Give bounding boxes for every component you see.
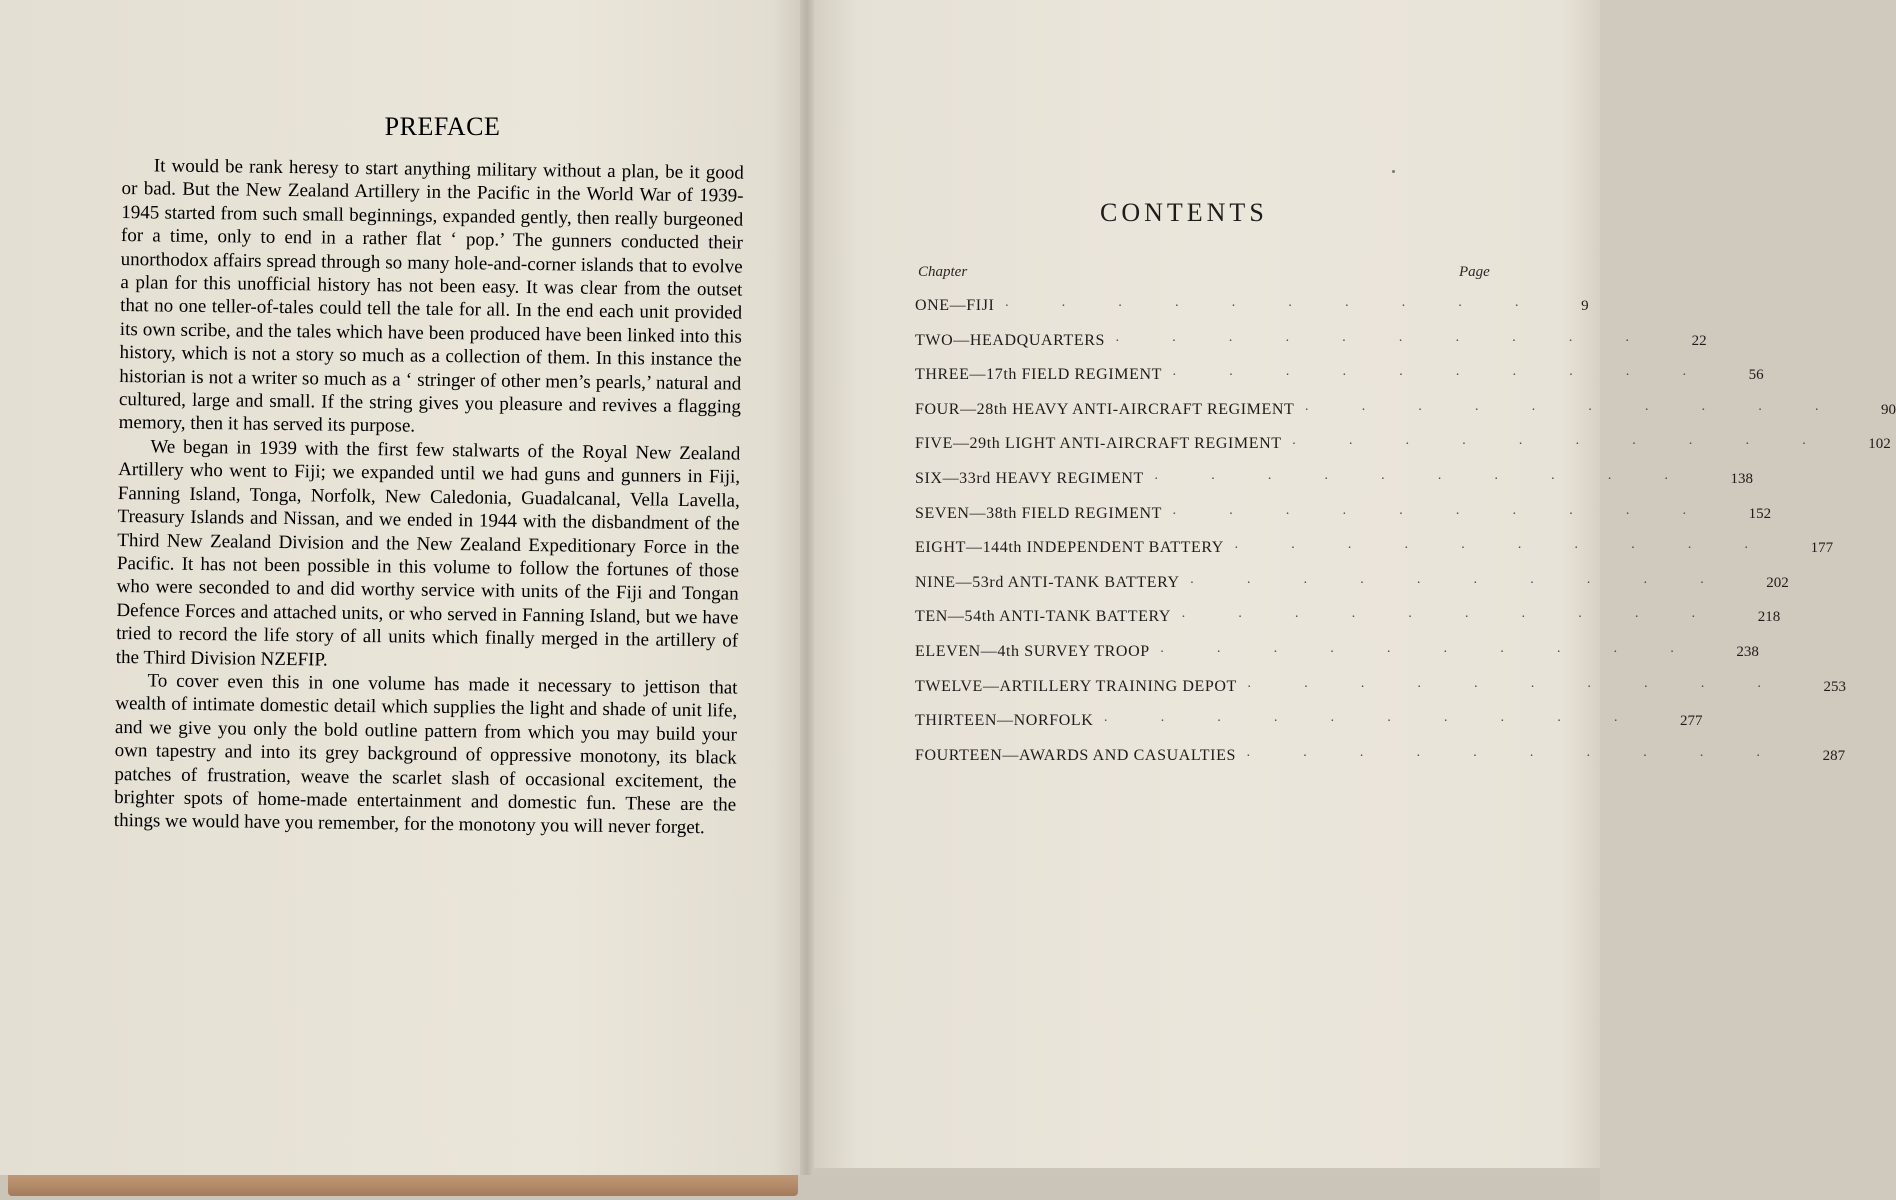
contents-entry bbox=[915, 297, 1589, 332]
contents-leader-dots: ·········· bbox=[1153, 471, 1721, 487]
contents-list bbox=[915, 297, 1896, 781]
preface-title: PREFACE bbox=[384, 112, 501, 141]
contents-entry-title: NINE—53rd ANTI-TANK BATTERY bbox=[915, 573, 1180, 591]
contents-entry-page: 177 bbox=[1810, 540, 1834, 557]
contents-leader-dots: ·········· bbox=[1304, 402, 1872, 418]
contents-entry-page: 138 bbox=[1730, 470, 1754, 487]
contents-entry-page: 102 bbox=[1868, 436, 1891, 453]
page-column-header: Page bbox=[1459, 264, 1490, 280]
contents-leader-dots: ·········· bbox=[1245, 748, 1813, 764]
contents-entry-title: ELEVEN—4th SURVEY TROOP bbox=[915, 642, 1150, 660]
contents-entry-title: THREE—17th FIELD REGIMENT bbox=[915, 366, 1162, 384]
contents-leader-dots: ·········· bbox=[1171, 506, 1739, 522]
contents-entry-page: 253 bbox=[1823, 678, 1847, 695]
contents-entry-page: 9 bbox=[1581, 298, 1589, 314]
contents-entry bbox=[915, 608, 1781, 643]
contents-leader-dots: ·········· bbox=[1004, 299, 1572, 314]
contents-leader-dots: ·········· bbox=[1291, 437, 1859, 453]
contents-entry-title: SIX—33rd HEAVY REGIMENT bbox=[915, 469, 1144, 487]
contents-leader-dots: ·········· bbox=[1246, 679, 1814, 695]
preface-body bbox=[114, 154, 744, 840]
contents-entry-page: 238 bbox=[1736, 643, 1759, 660]
contents-entry bbox=[915, 573, 1789, 609]
preface-paragraph: We began in 1939 with the first few stalwarts of the Royal New Zealand Artillery who went to Fiji; we expanded until we had guns and gunners in Fiji, Fanning Island, Tonga, Norfolk, New Caledonia, Guadalcanal, Vella Lavella, Treasury Islands and Nissan, and we ended in 1944 with the disbandment of the Third New Zealand Division and the New Zealand Expeditionary Force in the Pacific. It has not been possible in this volume to follow the fortunes of those who were seconded to and did worthy service with units of the Fiji and Tongan Defence Forces and attached units, or who served in Fanning Island, but we have tried to record the life story of all units which finally merged in the artillery of the Third Division NZEFIP. bbox=[115, 436, 741, 671]
contents-entry bbox=[915, 366, 1764, 401]
contents-leader-dots: ·········· bbox=[1233, 541, 1801, 557]
contents-entry-title: TWELVE—ARTILLERY TRAINING DEPOT bbox=[915, 677, 1237, 695]
contents-entry-page: 277 bbox=[1680, 713, 1703, 730]
contents-entry-page: 56 bbox=[1748, 367, 1764, 384]
contents-entry bbox=[915, 539, 1834, 574]
preface-paragraph: To cover even this in one volume has made it necessary to jettison that wealth of intimate domestic detail which supplies the light and shade of unit life, and we give you only the bold outline pattern from which you may build your own tapestry and into its grey background of oppressive monotony, its black patches of frustration, weave the scarlet slash of occasional excitement, the brighter spots of home-made entertainment and domestic fun. These are the things we would have you remember, for the monotony you will never forget. bbox=[113, 670, 738, 839]
contents-entry bbox=[915, 504, 1772, 540]
contents-leader-dots: ·········· bbox=[1171, 368, 1739, 384]
contents-entry-page: 202 bbox=[1766, 574, 1789, 591]
contents-entry bbox=[915, 331, 1707, 367]
contents-entry-page: 152 bbox=[1748, 505, 1772, 522]
contents-entry-page: 90 bbox=[1881, 401, 1896, 418]
contents-entry-title: TEN—54th ANTI-TANK BATTERY bbox=[915, 608, 1172, 626]
contents-entry-title: FOUR—28th HEAVY ANTI-AIRCRAFT REGIMENT bbox=[915, 400, 1295, 418]
contents-title: CONTENTS bbox=[1100, 198, 1268, 227]
paper-speck bbox=[1392, 170, 1395, 173]
contents-leader-dots: ·········· bbox=[1159, 644, 1727, 660]
contents-entry-title: FIVE—29th LIGHT ANTI-AIRCRAFT REGIMENT bbox=[915, 435, 1282, 453]
contents-entry bbox=[915, 677, 1847, 713]
contents-entry-title: TWO—HEADQUARTERS bbox=[915, 331, 1105, 349]
contents-leader-dots: ·········· bbox=[1114, 333, 1682, 349]
contents-entry-title: EIGHT—144th INDEPENDENT BATTERY bbox=[915, 539, 1224, 557]
contents-entry-title: THIRTEEN—NORFOLK bbox=[915, 712, 1094, 730]
contents-entry-title: FOURTEEN—AWARDS AND CASUALTIES bbox=[915, 746, 1236, 764]
contents-entry-title: SEVEN—38th FIELD REGIMENT bbox=[915, 504, 1162, 522]
contents-entry bbox=[915, 746, 1846, 782]
contents-entry bbox=[915, 435, 1891, 470]
chapter-column-header: Chapter bbox=[918, 264, 968, 280]
contents-entry-title: ONE—FIJI bbox=[915, 297, 995, 314]
contents-entry bbox=[915, 400, 1896, 436]
book-gutter bbox=[800, 0, 814, 1175]
contents-leader-dots: ·········· bbox=[1189, 575, 1757, 591]
contents-leader-dots: ·········· bbox=[1103, 714, 1671, 730]
contents-entry bbox=[915, 712, 1703, 747]
contents-leader-dots: ·········· bbox=[1181, 610, 1748, 626]
contents-entry-page: 287 bbox=[1822, 747, 1846, 764]
contents-entry-page: 218 bbox=[1757, 609, 1781, 626]
contents-entry bbox=[915, 642, 1759, 678]
preface-paragraph: It would be rank heresy to start anything military without a plan, be it good or bad. But the New Zealand Artillery in the Pacific in the World War of 1939-1945 started from such small beginnings, expanded gently, then really burgeoned for a time, only to end in a rather flat ‘ pop.’ The gunners conducted their unorthodox affairs spread through so many hole-and-corner islands that to evolve a plan for this unofficial history has not been easy. It was clear from the outset that no one teller-of-tales could tell the tale for all. In the end each unit provided its own scribe, and the tales which have been produced have been linked into this history, which is not a story so much as a collection of them. In this instance the historian is not a writer so much as a ‘ stringer of other men’s pearls,’ natural and cultured, large and small. If the string gives you pleasure and revives a flagging memory, then it has served its purpose. bbox=[118, 155, 744, 438]
contents-entry-page: 22 bbox=[1691, 332, 1707, 349]
contents-entry bbox=[915, 469, 1754, 505]
